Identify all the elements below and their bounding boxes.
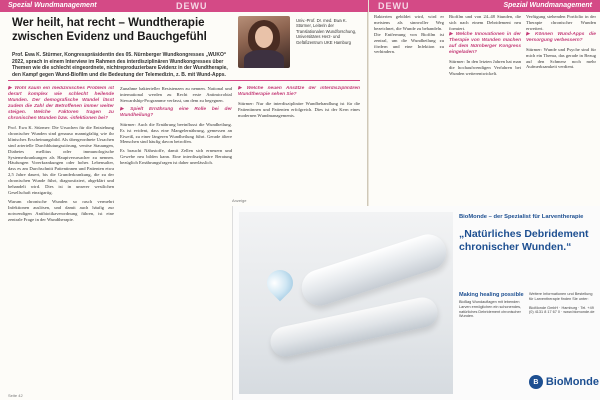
dewu-logo-left: DEWU [176, 1, 208, 11]
author-caption: Univ.-Prof. Dr. med. Ewa K. Stürmer, Leiterin der Translationalen Wundforschung, Universitäres Herz- und Gefäßzentrum UKE Hamburg [296, 18, 357, 45]
continuation-column-1 [374, 14, 444, 162]
article-column-3 [238, 86, 360, 211]
article-column-2 [120, 86, 232, 396]
text: Es braucht Nährstoffe, damit Zellen sich erneuern und Gewebe neu bilden kann. Eine interdisziplinäre Beratung bezüglich Ernährungsfragen ist daher unerlässlich. [120, 148, 232, 166]
ad-box-text: BioBag Wundauflagen mit lebenden Larven ermöglichen ein schonendes, natürliches Debridement chronischer Wunden. [459, 300, 522, 319]
arrow-icon: ▶ [8, 86, 13, 91]
ad-tag: Anzeige [232, 198, 247, 203]
interview-question [449, 32, 521, 56]
text: Warum chronische Wunden so rasch vermehrt Infektionen auslösen, und damit auch häufig zur notwendigen Antibiotikaverordnung führen, ist eine zentrale Frage in der Wundtherapie. [8, 198, 114, 222]
ad-info-box [459, 292, 525, 388]
paragraph [120, 148, 232, 166]
droplet-icon [262, 265, 299, 302]
text: Zunahme bakterieller Resistenzen zu nennen. National und international werden zu Recht erste Antimicrobial Stewardship-Programme verfasst, um dem zu begegnen. [120, 86, 232, 103]
ad-image [239, 212, 453, 394]
interview-question [120, 107, 232, 119]
biomonde-logo-icon: B [529, 375, 543, 389]
section-label-right: Spezial Wundmanagement [503, 2, 592, 9]
text: Die Entfernung von Biofilm ist zentral, um die Wundheilung zu fördern und eine Infektion zu verhindern. [374, 31, 444, 55]
ad-slogan: „Natürliches Debridement chronischer Wunden.“ [459, 228, 589, 253]
section-divider [8, 80, 360, 81]
advertisement[interactable] [232, 206, 600, 400]
interview-question [238, 86, 360, 98]
interview-question [526, 32, 596, 44]
text: Stürmer: Auch die Ernährung beeinflusst die Wundheilung. Es ist evident, dass eine Mangelernährung, gemessen an Eiweiß, zu einer längeren Wundheilung führt. Gerade ältere Menschen sind häufig davon betroffen. [120, 121, 232, 145]
ad-contact-text: Weitere Informationen und Bestellung für Larventherapie finden Sie unter: [529, 292, 593, 301]
ad-contact-box [529, 292, 597, 362]
ad-address[interactable]: BioMonde GmbH · Hamburg · Tel. +49 (0) 4131 8 17 67 0 · www.biomonde.de [529, 305, 595, 315]
article-column-1 [8, 86, 114, 396]
paragraph [8, 125, 114, 196]
continuation-column-2 [449, 14, 521, 162]
paragraph [8, 199, 114, 223]
arrow-icon: ▶ [238, 86, 245, 91]
paragraph [526, 14, 596, 32]
paragraph [449, 59, 521, 77]
interview-question [8, 86, 114, 122]
paragraph [374, 32, 444, 56]
biomonde-logo-text: BioMonde [545, 376, 599, 388]
page-number-left: Seite 42 [8, 393, 23, 398]
paragraph [374, 14, 444, 32]
ad-box-title: Making healing possible [459, 292, 524, 298]
text: Prof. Ewa K. Stürmer: Die Ursachen für die Entstehung chronischer Wunden sind genauso mannigfaltig wie ihr klinisches Erscheinungsbild. Als übergeordnete Ursachen sind arterielle Durchblutungsstörung, venöse Stauungen, Diabetes mellitus oder immunologische Systemerkrankungen als Hauptverursacher zu nennen. Häufungen Vorerkrankungen oder hohes Lebensalter, dass es am Durchschnitt Patientinnen und Patienten etwa 2,5 Jahre dauert, bis die Grunderkrankung, die zu der chronischen Wunde führt, diagnostiziert, abgeklärt und behandelt wird. Dies ist in unserer westlichen Gesellschaft einzigartig. [8, 125, 114, 195]
arrow-icon: ▶ [120, 106, 129, 112]
text: Spielt Ernährung eine Rolle bei der Wundheilung? [120, 106, 232, 118]
text: Biofilm und von 24–48 Stunden, die sich nach einem Debridement neu formiert. [449, 14, 521, 31]
biomonde-logo[interactable] [529, 372, 599, 392]
ad-brand-line: BioMonde – der Spezialist für Larventherapie [459, 214, 584, 220]
paragraph [238, 101, 360, 119]
text: Welche neuen Ansätze der interdisziplinären Wundtherapie sehen Sie? [238, 86, 360, 97]
text: Welche Innovationen in der Therapie von Wunden machen auf dem Nürnberger Kongress eingeladen? [449, 31, 521, 55]
paragraph [120, 86, 232, 104]
text: Stürmer: In den letzten Jahren hat man die hochaufwendigen Verfahren bei Wunden weiterentwickelt. [449, 58, 521, 76]
author-photo [238, 16, 290, 68]
paragraph [449, 14, 521, 32]
text: Wohl kaum ein medizinisches Problem ist derart komplex wie schlecht heilende Wunden. Der demografische Wandel lässt zudem die Zahl der Betroffenen immer weiter steigen. Welche Faktoren tragen zu chronischen Wunden bzw. -infektionen bei? [8, 86, 114, 121]
section-label-left: Spezial Wundmanagement [8, 2, 97, 9]
text: Stürmer: Nur die interdisziplinäre Wundbehandlung ist für die Patientinnen und Patienten erfolgreich. Dies ist der Kern eines modernen Wundmanagements. [238, 101, 360, 118]
text: Können Wund-Apps die Versorgung verbessern? [526, 31, 596, 43]
article-lead: Prof. Ewa K. Stürmer, Kongresspräsidentin des 05. Nürnberger Wundkongresses „WUKO“ 2022, sprach in einem Interview im Rahmen des interdisziplinären Wundkongresses über Themen wie die schlecht eingeordnete, nichtreproduzierbare Evidenz in der Wundtherapie, den Kampf gegen Wund-Biofilm und die Bedeutung der Telemedizin, z. B. mit Wund-Apps. [12, 52, 228, 78]
text: Stürmer: Wunde und Psyche sind für mich ein Thema, das gerade in Bezug auf den Schmerz noch mehr Aufmerksamkeit verdient. [526, 46, 596, 70]
text: Verfügung stehenden Portfolio in der Therapie chronischer Wunden erweitert. [526, 14, 596, 31]
text: Bakterien gebildet wird, wird er meistens als sinnvoller Weg bezeichnet, die Wunde zu behandeln. [374, 14, 444, 31]
paragraph [120, 122, 232, 146]
arrow-icon: ▶ [526, 31, 534, 37]
paragraph [526, 47, 596, 71]
article-headline: Wer heilt, hat recht – Wundtherapie zwischen Evidenz und Bauchgefühl [12, 17, 207, 43]
continuation-column-3 [526, 14, 596, 162]
arrow-icon: ▶ [449, 31, 454, 37]
dewu-logo-right: DEWU [378, 1, 410, 11]
